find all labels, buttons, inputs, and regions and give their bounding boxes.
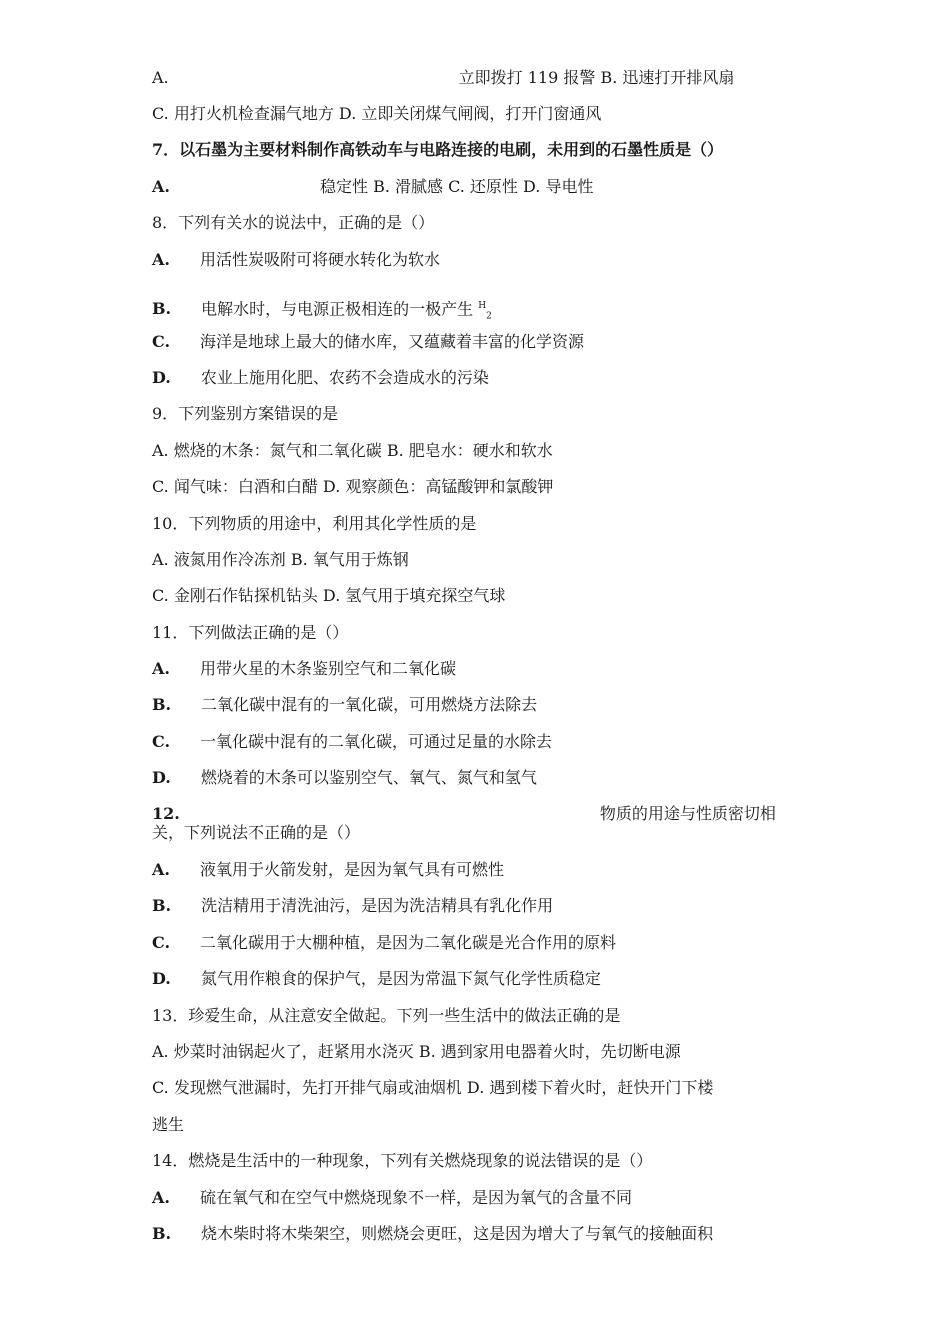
option-text: 二氧化碳中混有的一氧化碳，可用燃烧方法除去 [201,695,538,714]
option-line [152,250,440,270]
option-label: B. [152,1224,172,1243]
option-label: B. [152,695,172,714]
question-13: 13．珍爱生命，从注意安全做起。下列一些生活中的做法正确的是 [152,1006,621,1025]
question-number: 12. [152,804,180,823]
option-label: C. [152,732,171,751]
option-label: D. [152,368,171,387]
option-line [152,896,553,916]
option-line: A. 燃烧的木条：氮气和二氧化碳 B. 肥皂水：硬水和软水 [152,441,553,460]
option-text: 洗洁精用于清洗油污，是因为洗洁精具有乳化作用 [201,896,554,915]
question-14: 14．燃烧是生活中的一种现象，下列有关燃烧现象的说法错误的是（） [152,1151,653,1170]
option-label: A. [152,1188,170,1207]
option-label: A. [152,68,169,87]
option-line [152,860,504,880]
option-label: B. [152,896,172,915]
option-text: 海洋是地球上最大的储水库，又蕴藏着丰富的化学资源 [200,332,585,351]
question-7: 7．以石墨为主要材料制作高铁动车与电路连接的电刷，未用到的石墨性质是（） [152,140,724,159]
option-label: A. [152,860,170,879]
option-line [152,659,456,679]
option-label: C. [152,332,171,351]
option-line [152,1188,632,1208]
option-line [152,332,584,352]
option-line [152,732,552,752]
option-line [152,68,734,88]
option-line [152,177,593,197]
option-label: A. [152,177,170,196]
formula-symbol: H [478,301,487,311]
option-line: C. 金刚石作钻探机钻头 D. 氢气用于填充探空气球 [152,586,506,605]
option-line-continued: 逃生 [152,1115,185,1134]
option-line: A. 液氮用作冷冻剂 B. 氧气用于炼钢 [152,550,409,569]
option-text: 农业上施用化肥、农药不会造成水的污染 [200,368,489,387]
question-12-line1 [152,804,776,824]
question-12-line2: 关，下列说法不正确的是（） [152,823,361,842]
option-line [152,296,492,327]
option-label: A. [152,659,170,678]
option-text: 用活性炭吸附可将硬水转化为软水 [199,250,440,269]
option-text: 二氧化碳用于大棚种植，是因为二氧化碳是光合作用的原料 [200,933,617,952]
option-label: D. [152,768,171,787]
question-10: 10．下列物质的用途中，利用其化学性质的是 [152,514,477,533]
option-text: 稳定性 B. 滑腻感 C. 还原性 D. 导电性 [319,177,594,196]
option-line: A. 炒菜时油锅起火了，赶紧用水浇灭 B. 遇到家用电器着火时，先切断电源 [152,1042,681,1061]
option-line [152,933,616,953]
option-line [152,1224,713,1244]
option-line: C. 发现燃气泄漏时，先打开排气扇或油烟机 D. 遇到楼下着火时，赶快开门下楼 [152,1078,714,1097]
option-text: 电解水时，与电源正极相连的一极产生 [201,299,474,319]
option-text: 立即拨打 119 报警 B. 迅速打开排风扇 [458,68,735,87]
option-label: C. [152,933,171,952]
option-label: B. [152,299,172,319]
question-9: 9．下列鉴别方案错误的是 [152,404,339,423]
option-text: 氮气用作粮食的保护气，是因为常温下氮气化学性质稳定 [200,969,601,988]
option-text: 燃烧着的木条可以鉴别空气、氧气、氮气和氢气 [200,768,537,787]
option-text: 硫在氧气和在空气中燃烧现象不一样，是因为氧气的含量不同 [199,1188,632,1207]
option-text: 一氧化碳中混有的二氧化碳，可通过足量的水除去 [200,732,553,751]
question-text: 物质的用途与性质密切相 [599,804,776,823]
option-text: 液氧用于火箭发射，是因为氧气具有可燃性 [199,860,504,879]
option-line [152,695,537,715]
option-line [152,768,537,788]
option-text: 用带火星的木条鉴别空气和二氧化碳 [199,659,456,678]
option-label: A. [152,250,170,269]
formula-subscript: 2 [486,311,492,322]
option-label: D. [152,969,171,988]
option-line [152,969,601,989]
option-line: C. 闻气味：白酒和白醋 D. 观察颜色：高锰酸钾和氯酸钾 [152,477,554,496]
option-text: 烧木柴时将木柴架空，则燃烧会更旺，这是因为增大了与氧气的接触面积 [201,1224,714,1243]
option-line: C. 用打火机检查漏气地方 D. 立即关闭煤气闸阀，打开门窗通风 [152,104,602,123]
option-line [152,368,489,388]
question-8: 8．下列有关水的说法中，正确的是（） [152,213,435,232]
question-11: 11．下列做法正确的是（） [152,623,349,642]
